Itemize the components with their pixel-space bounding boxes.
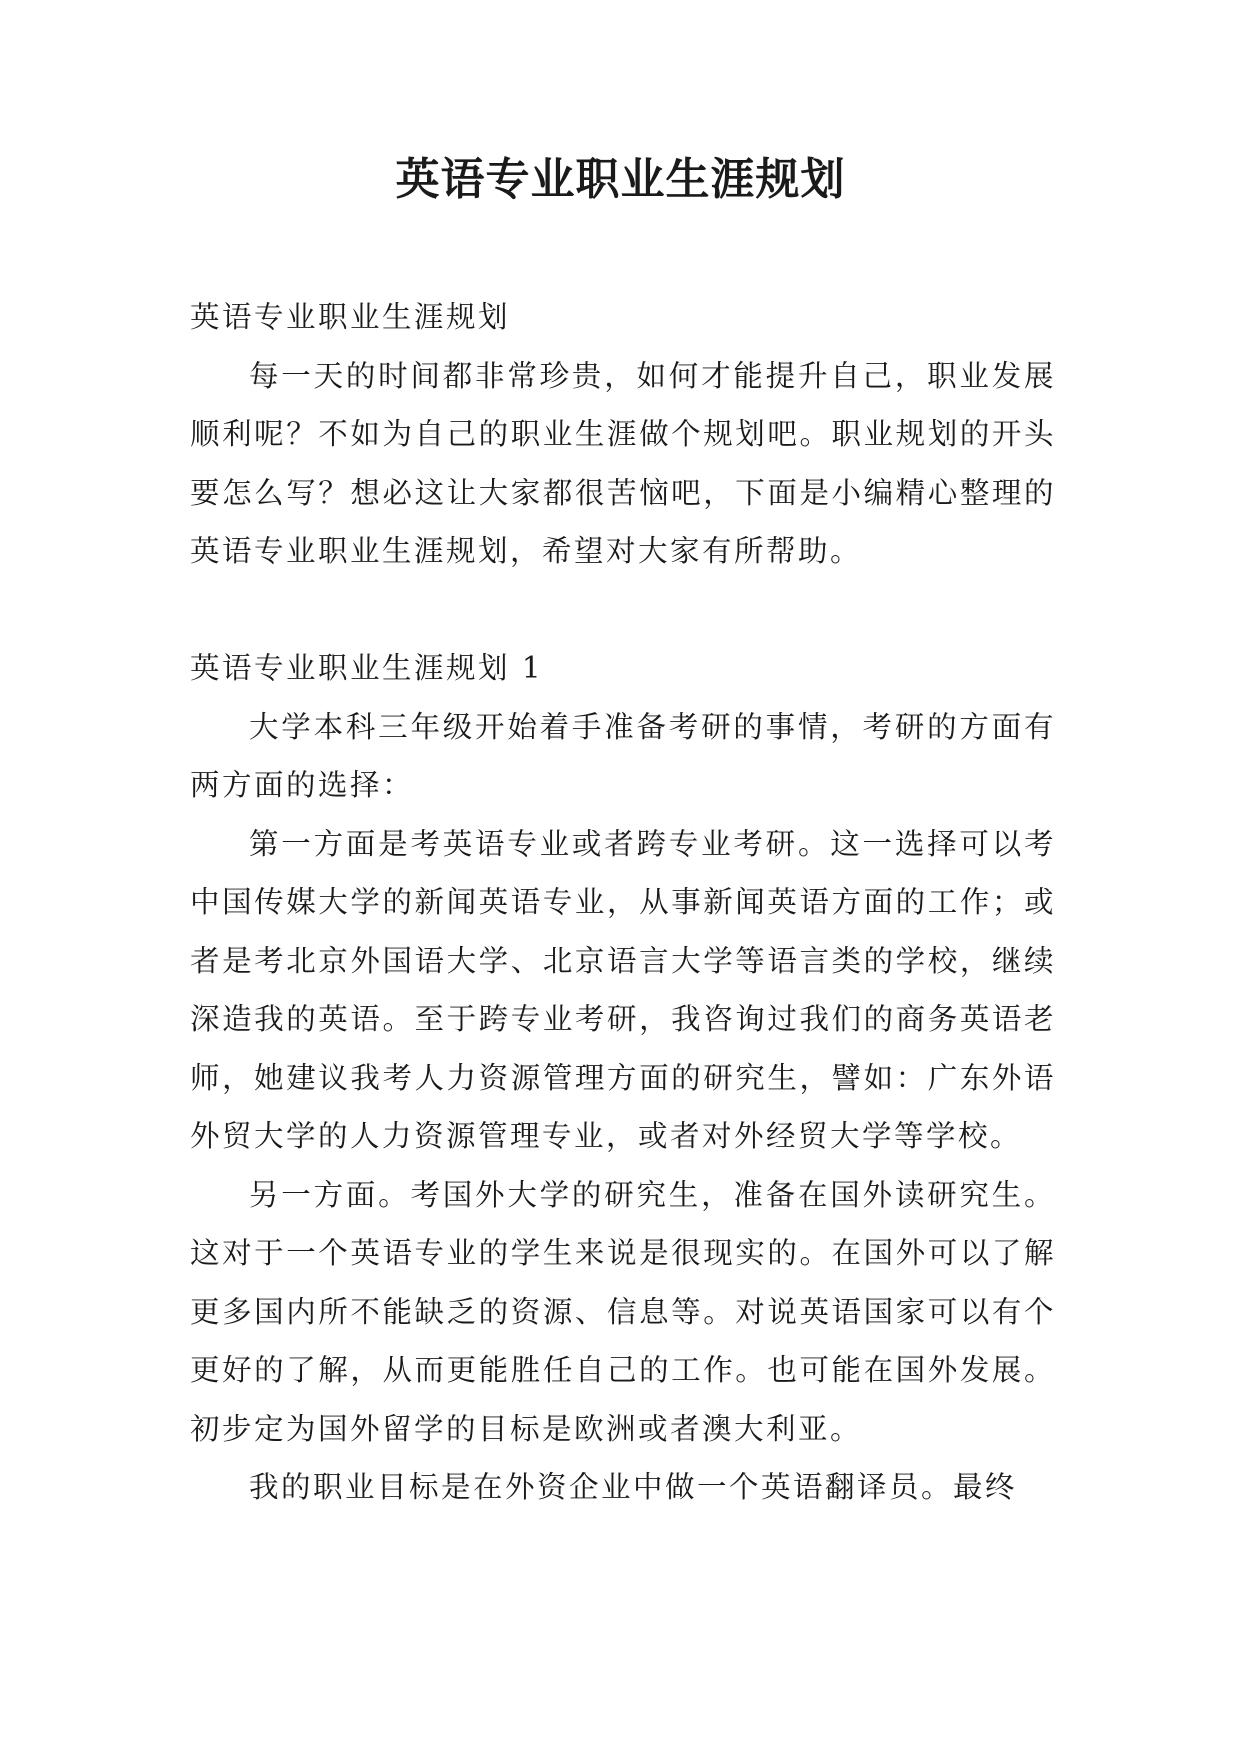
paragraph: 另一方面。考国外大学的研究生，准备在国外读研究生。这对于一个英语专业的学生来说是很现实的。在国外可以了解更多国内所不能缺乏的资源、信息等。对说英语国家可以有个更好的了解，从而更能胜任自己的工作。也可能在国外发展。初步定为国外留学的目标是欧洲或者澳大利亚。 [190,1177,1056,1446]
intro-paragraph: 每一天的时间都非常珍贵，如何才能提升自己，职业发展顺利呢？不如为自己的职业生涯做个规划吧。职业规划的开头要怎么写？想必这让大家都很苦恼吧，下面是小编精心整理的英语专业职业生涯规划，希望对大家有所帮助。 [190,358,1056,568]
paragraph: 第一方面是考英语专业或者跨专业考研。这一选择可以考中国传媒大学的新闻英语专业，从事新闻英语方面的工作；或者是考北京外国语大学、北京语言大学等语言类的学校，继续深造我的英语。至于跨专业考研，我咨询过我们的商务英语老师，她建议我考人力资源管理方面的研究生，譬如：广东外语外贸大学的人力资源管理专业，或者对外经贸大学等学校。 [190,826,1056,1153]
document-title: 英语专业职业生涯规划 [395,154,846,205]
intro-heading: 英语专业职业生涯规划 [190,300,511,334]
document-body [190,288,1056,1517]
paragraph: 我的职业目标是在外资企业中做一个英语翻译员。最终 [249,1470,1018,1504]
paragraph: 大学本科三年级开始着手准备考研的事情，考研的方面有两方面的选择： [190,709,1056,802]
section-heading: 英语专业职业生涯规划 1 [190,651,544,685]
